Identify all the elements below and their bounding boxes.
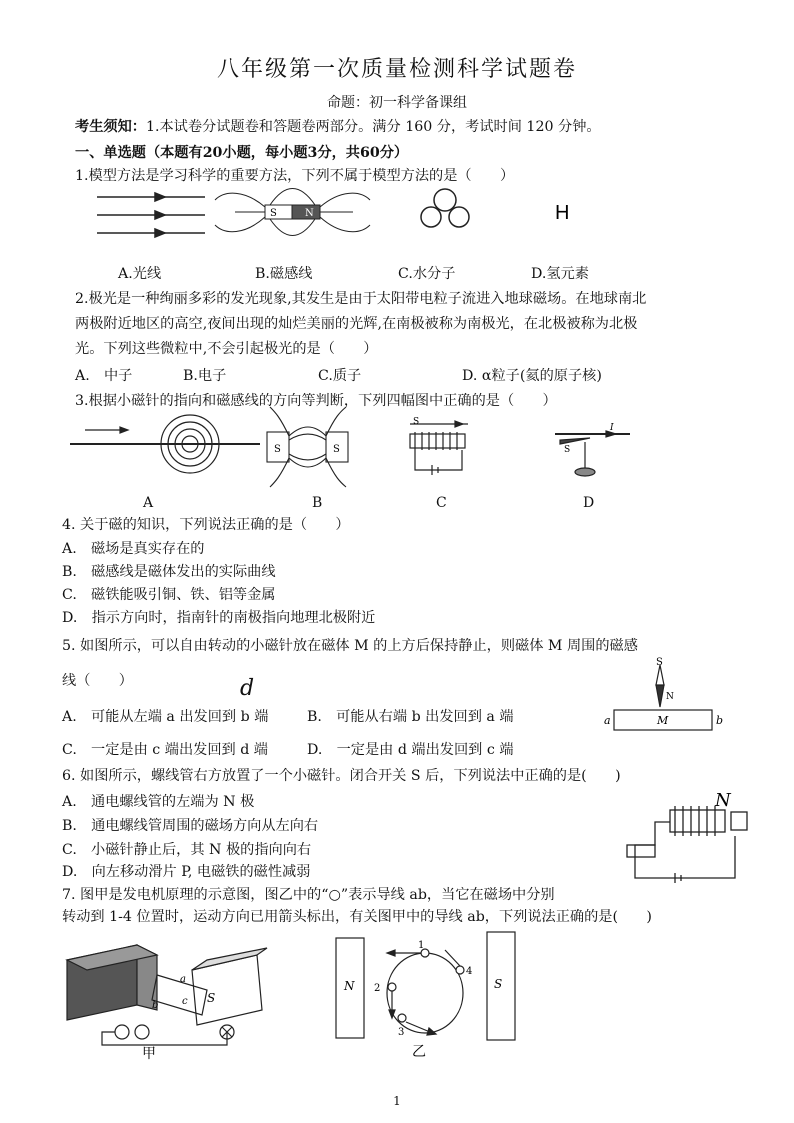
q5-needle-s: S: [656, 657, 663, 668]
q3-label-c: C: [436, 495, 447, 511]
q5-end-b: b: [716, 714, 724, 727]
q2-line2: 两极附近地区的高空,夜间出现的灿烂美丽的光辉,在南极被称为南极光，在北极被称为北极: [75, 316, 638, 332]
light-rays-figure: [97, 193, 205, 237]
figure-b-s-label-right: S: [333, 444, 340, 455]
q2-option-a: A. 中子: [75, 368, 133, 384]
q6-option-b: B. 通电螺线管周围的磁场方向从左向右: [62, 818, 319, 834]
q1-option-b: B.磁感线: [255, 266, 313, 282]
q7-pos-1: 1: [418, 940, 425, 951]
page-number: 1: [393, 1094, 401, 1108]
figure-d-current-label: I: [610, 423, 614, 433]
figure-a-straight-wire: [70, 415, 260, 473]
figure-c-solenoid: [410, 421, 468, 475]
magnetic-field-lines-figure: [215, 189, 370, 236]
magnet-s-label: S: [270, 208, 277, 219]
notice-text: 1.本试卷分试题卷和答题卷两部分。满分 160 分，考试时间 120 分钟。: [145, 119, 601, 135]
figure-c-s-label: S: [413, 417, 420, 427]
q3-label-d: D: [583, 495, 595, 511]
q7-yi-s: S: [494, 977, 503, 991]
q4-option-a: A. 磁场是真实存在的: [62, 541, 205, 557]
q4-option-b: B. 磁感线是磁体发出的实际曲线: [62, 564, 276, 580]
q5-line1: 5. 如图所示，可以自由转动的小磁针放在磁体 M 的上方后保持静止，则磁体 M 周围的磁感: [62, 638, 638, 654]
q7-figure-yi: [330, 930, 530, 1060]
notice-label: 考生须知：: [75, 119, 146, 135]
q6-option-d: D. 向左移动滑片 P, 电磁铁的磁性减弱: [62, 864, 311, 880]
q1-figures: [95, 185, 615, 255]
q1-option-a: A.光线: [118, 266, 162, 282]
q3-label-b: B: [312, 495, 323, 511]
q7-line2: 转动到 1-4 位置时，运动方向已用箭头标出，有关图甲中的导线 ab，下列说法正确的是( ): [62, 909, 652, 925]
q3-stem: 3.根据小磁针的指向和磁感线的方向等判断，下列四幅图中正确的是（ ）: [75, 393, 557, 409]
q6-handwritten-n: N: [715, 790, 731, 811]
q2-line1: 2.极光是一种绚丽多彩的发光现象,其发生是由于太阳带电粒子流进入地球磁场。在地球南北: [75, 291, 647, 307]
q4-option-d: D. 指示方向时，指南针的南极指向地理北极附近: [62, 610, 376, 626]
q7-figure-jia: [62, 940, 272, 1060]
q7-pos-3: 3: [398, 1027, 405, 1038]
q6-figure: [615, 790, 755, 882]
q5-option-a: A. 可能从左端 a 出发回到 b 端: [62, 709, 269, 725]
q7-jia-s: S: [207, 991, 216, 1005]
q1-option-c: C.水分子: [398, 266, 456, 282]
q5-magnet-m: M: [657, 714, 669, 727]
q5-figure: [600, 655, 730, 735]
q5-line2: 线（ ）: [62, 673, 133, 689]
magnet-n-label: N: [305, 208, 314, 219]
q5-end-a: a: [604, 714, 611, 727]
section-title: 一、单选题（本题有20小题，每小题3分，共60分）: [75, 145, 409, 161]
q7-pos-4: 4: [466, 966, 473, 977]
figure-b-s-label-left: S: [274, 444, 281, 455]
q7-pos-2: 2: [374, 983, 381, 994]
q2-option-d: D. α粒子(氦的原子核): [462, 368, 602, 384]
exam-author: 命题：初一科学备课组: [327, 95, 467, 111]
hydrogen-symbol: H: [555, 202, 570, 224]
q3-label-a: A: [143, 495, 154, 511]
q5-option-c: C. 一定是由 c 端出发回到 d 端: [62, 742, 268, 758]
figure-d-s-label: S: [564, 445, 571, 455]
q7-yi-n: N: [344, 979, 355, 993]
q7-line1: 7. 图甲是发电机原理的示意图，图乙中的“○”表示导线 ab，当它在磁场中分别: [62, 887, 555, 903]
water-molecule-figure: [421, 189, 469, 227]
q2-line3: 光。下列这些微粒中,不会引起极光的是（ ）: [75, 341, 378, 357]
q7-wire-c: c: [182, 996, 188, 1007]
q6-option-c: C. 小磁针静止后，其 N 极的指向向右: [62, 842, 312, 858]
q6-option-a: A. 通电螺线管的左端为 N 极: [62, 794, 255, 810]
q6-stem: 6. 如图所示，螺线管右方放置了一个小磁针。闭合开关 S 后，下列说法中正确的是( ): [62, 768, 621, 784]
notice: [75, 116, 601, 136]
q4-option-c: C. 磁铁能吸引铜、铁、铝等金属: [62, 587, 276, 603]
q7-wire-a: a: [180, 974, 186, 985]
q4-stem: 4. 关于磁的知识，下列说法正确的是（ ）: [62, 517, 350, 533]
q2-option-c: C.质子: [318, 368, 362, 384]
q5-needle-n: N: [666, 692, 674, 702]
handwritten-mark: d: [240, 676, 255, 701]
q2-option-b: B.电子: [183, 368, 227, 384]
q5-option-d: D. 一定是由 d 端出发回到 c 端: [307, 742, 514, 758]
q1-option-d: D.氢元素: [531, 266, 589, 282]
q7-wire-b: b: [152, 1000, 159, 1011]
exam-title: 八年级第一次质量检测科学试题卷: [216, 57, 577, 82]
q5-option-b: B. 可能从右端 b 出发回到 a 端: [307, 709, 514, 725]
q1-stem: 1.模型方法是学习科学的重要方法，下列不属于模型方法的是（ ）: [75, 168, 515, 184]
q7-jia-caption: 甲: [142, 1046, 156, 1062]
q7-yi-caption: 乙: [412, 1044, 426, 1060]
q3-figures: [70, 412, 630, 492]
